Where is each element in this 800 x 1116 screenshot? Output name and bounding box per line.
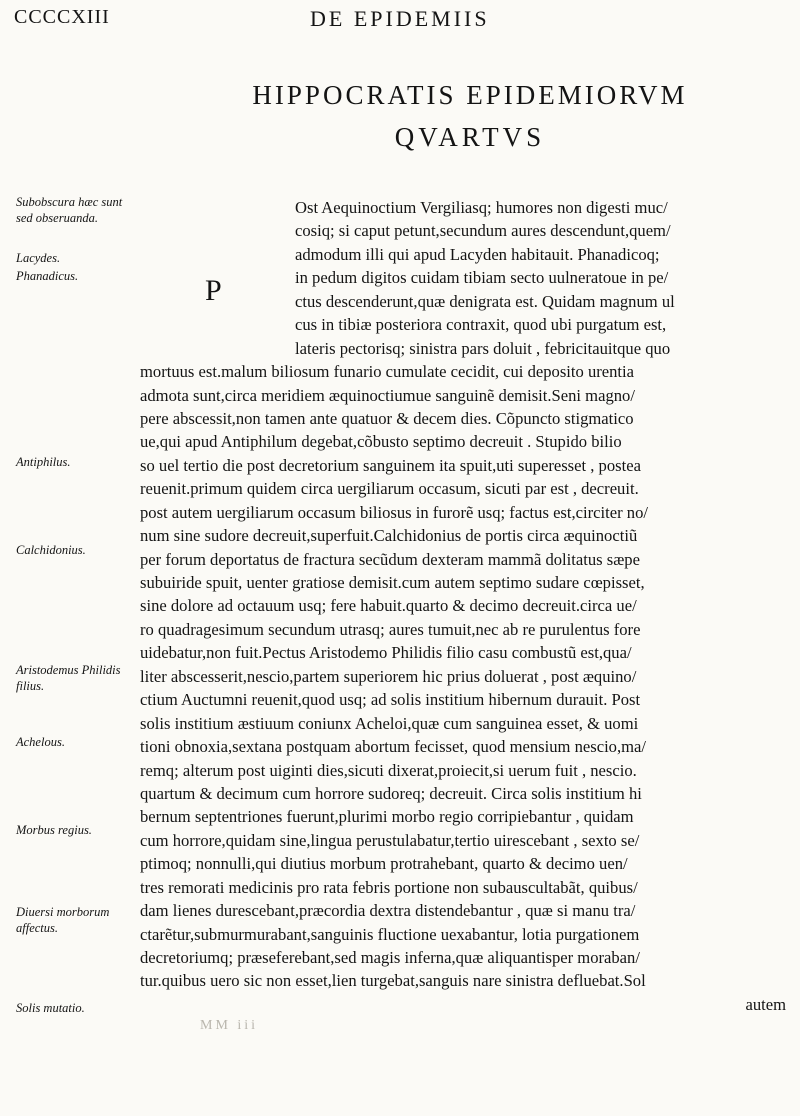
text-line: pere abscessit,non tamen ante quatuor & decem dies. Cõpuncto stigmatico	[140, 408, 634, 428]
text-line: liter abscesserit,nescio,partem superiorem hic prius doluerat , post æquino/	[140, 666, 637, 686]
margin-note: Calchidonius.	[16, 543, 86, 557]
text-line: bernum septentriones fuerunt,plurimi morbo regio corripiebantur , quidam	[140, 807, 634, 827]
margin-note: Subobscura hæc sunt sed obseruanda.	[16, 195, 123, 225]
body-text	[140, 196, 786, 1016]
text-line: ue,qui apud Antiphilum degebat,cõbusto septimo decreuit . Stupido bilio	[140, 432, 622, 452]
catchword: autem	[745, 994, 786, 1014]
text-line: reuenit.primum quidem circa uergiliarum occasum, sicuti par est , decreuit.	[140, 479, 639, 499]
text-line: ctium Auctumni reuenit,quod usq; ad solis institium hibernum durauit. Post	[140, 690, 641, 710]
margin-note: Diuersi morborum affectus.	[16, 905, 110, 935]
text-line: dam lienes durescebant,præcordia dextra distendebantur , quæ si manu tra/	[140, 901, 636, 921]
margin-notes	[0, 0, 130, 1116]
text-line: admota sunt,circa meridiem æquinoctiumue sanguinẽ demisit.Seni magno/	[140, 385, 635, 405]
margin-note: Solis mutatio.	[16, 1001, 85, 1015]
text-line: solis institium æstiuum coniunx Acheloi,quæ cum sanguinea esset, & uomi	[140, 713, 639, 733]
text-line: Ost Aequinoctium Vergiliasq; humores non digesti muc/	[295, 198, 668, 217]
page-folio: CCCCXIII	[14, 6, 110, 28]
text-line: uidebatur,non fuit.Pectus Aristodemo Philidis filio casu combustũ est,qua/	[140, 643, 632, 663]
text-line: decretoriumq; præseferebant,sed magis inferna,quæ aliquantisper moraban/	[140, 948, 640, 967]
text-line: cum horrore,quidam sine,lingua perustulabatur,tertio uirescebant , sexto se/	[140, 830, 640, 850]
margin-note: Lacydes.	[16, 251, 61, 265]
chapter-title: HIPPOCRATIS EPIDEMIORVM	[252, 80, 688, 110]
drop-cap: P	[205, 274, 222, 307]
text-line: in pedum digitos cuidam tibiam secto uulneratoue in pe/	[295, 268, 669, 288]
signature-mark: MM iii	[200, 1018, 259, 1033]
margin-note: Antiphilus.	[16, 455, 71, 469]
margin-note: Phanadicus.	[16, 269, 79, 283]
running-title: DE EPIDEMIIS	[310, 6, 490, 31]
text-line: post autem uergiliarum occasum biliosus in furorẽ usq; factus est,circiter no/	[140, 502, 648, 522]
margin-note: Aristodemus Philidis filius.	[16, 663, 121, 693]
chapter-subtitle: QVARTVS	[394, 122, 546, 152]
text-line: admodum illi qui apud Lacyden habitauit. Phanadicoq;	[295, 244, 660, 264]
text-line: ctus descenderunt,quæ denigrata est. Quidam magnum ul	[295, 291, 675, 311]
margin-note: Morbus regius.	[16, 823, 92, 837]
text-line: sine dolore ad octauum usq; fere habuit.quarto & decimo decreuit.circa ue/	[140, 596, 637, 616]
text-line: tur.quibus uero sic non esset,lien turgebat,sanguis nare sinistra defluebat.Sol	[140, 971, 646, 991]
text-line: remq; alterum post uiginti dies,sicuti dixerat,proiecit,si uerum fuit , nescio.	[140, 760, 637, 780]
text-line: cosiq; si caput petunt,secundum aures descendunt,quem/	[295, 221, 671, 241]
text-line: mortuus est.malum biliosum funario cumulate cecidit, cui deposito urentia	[140, 362, 635, 382]
text-line: subuiride spuit, uenter gratiose demisit.cum autem septimo sudare cœpisset,	[140, 573, 645, 592]
text-line: num sine sudore decreuit,superfuit.Calchidonius de portis circa æquinoctiũ	[140, 526, 638, 546]
text-line: quartum & decimum cum horrore sudoreq; decreuit. Circa solis institium hi	[140, 783, 642, 803]
text-line: ctarẽtur,submurmurabant,sanguinis fluctione uexabantur, lotia purgationem	[140, 924, 640, 944]
text-line: ro quadragesimum secundum utrasq; aures tumuit,nec ab re purulentus fore	[140, 619, 641, 639]
text-line: so uel tertio die post decretorium sanguinem ita spuit,uti superesset , postea	[140, 455, 641, 475]
text-line: ptimoq; nonnulli,qui diutius morbum protrahebant, quarto & decimo uen/	[140, 854, 628, 874]
text-line: lateris pectorisq; sinistra pars doluit , febricitauitque quo	[295, 338, 671, 358]
margin-note: Achelous.	[16, 735, 65, 749]
text-line: cus in tibiæ posteriora contraxit, quod ubi purgatum est,	[295, 315, 667, 335]
text-line: tioni obnoxia,sextana postquam abortum fecisset, quod mensium nescio,ma/	[140, 737, 647, 757]
text-line: per forum deportatus de fractura secũdum dexteram mammã dolitatus sæpe	[140, 549, 640, 569]
text-line: tres remorati medicinis pro rata febris portione non subauscultabãt, quibus/	[140, 877, 638, 897]
